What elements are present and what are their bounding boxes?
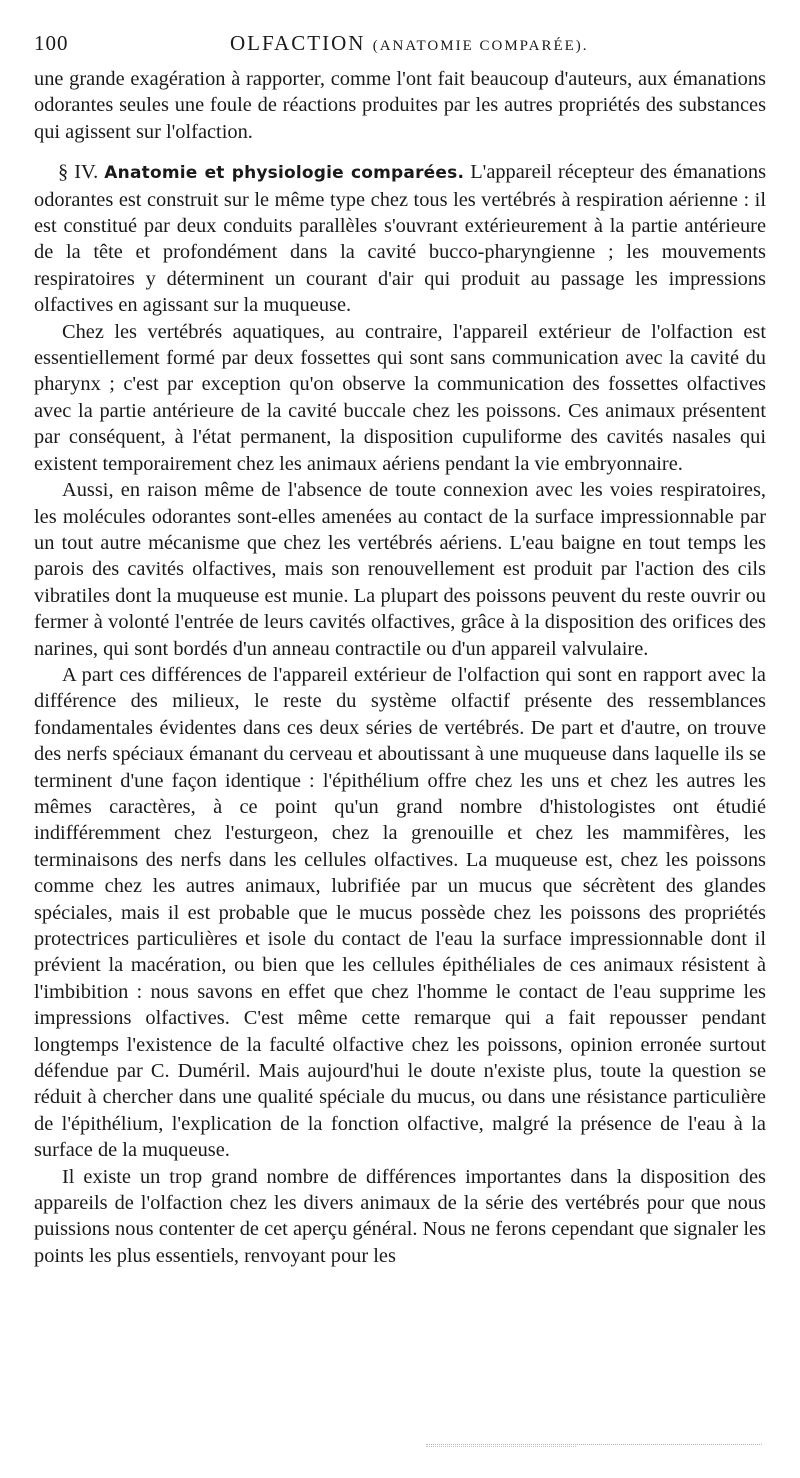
paragraph: A part ces différences de l'appareil extérieur de l'olfaction qui sont en rapport avec la différence des milieux, le reste du système olfactif présente des ressemblances fondamentales évidentes dans ces deux séries de vertébrés. De part et d'autre, on trouve des nerfs spéciaux émanant du cerveau et aboutissant à une muqueuse dans laquelle ils se terminent d'une façon identique : l'épithélium offre chez les uns et chez les autres les mêmes caractères, à ce point qu'un grand nombre d'histologistes ont étudié indifféremment chez l'esturgeon, chez la grenouille et chez les mammifères, les terminaisons des nerfs dans les cellules olfactives. La muqueuse est, chez les poissons comme chez les autres animaux, lubrifiée par un mucus que sécrètent des glandes spéciales, mais il est probable que le mucus possède chez les poissons des propriétés protectrices particulières et isole du contact de l'eau la surface impressionnable dont il prévient la macération, ou bien que les cellules épithéliales de ces animaux résistent à l'imbibition : nous savons en effet que chez l'homme le contact de l'eau supprime les impressions olfactives. C'est même cette remarque qui a fait repousser pendant longtemps l'existence de la faculté olfactive chez les poissons, opinion erronée surtout défendue par C. Duméril. Mais aujourd'hui le doute n'existe plus, toute la question se réduit à chercher dans une qualité spéciale du mucus, ou dans une résistance particulière de l'épithélium, l'explication de la fonction olfactive, malgré la présence de l'eau à la surface de la muqueuse. (34, 663, 766, 1162)
section-paragraph (34, 159, 766, 318)
page-number: 100 (34, 31, 69, 55)
running-title-sub: (ANATOMIE COMPARÉE). (372, 38, 589, 54)
paragraph: Chez les vertébrés aquatiques, au contraire, l'appareil extérieur de l'olfaction est essentiellement formé par deux fossettes qui sont sans communication avec la cavité du pharynx ; c'est par exception qu'on observe la communication des fossettes olfactives avec la partie antérieure de la cavité buccale chez les poissons. Ces animaux présentent par conséquent, à l'état permanent, la disposition cupuliforme des cavités nasales qui existent temporairement chez les animaux aériens pendant la vie embryonnaire. (34, 320, 766, 475)
section-title: Anatomie et physiologie comparées. (104, 163, 465, 184)
footer-dotted-rule (426, 1444, 762, 1445)
footer-dotted-rule-faint (426, 1446, 576, 1447)
running-title (230, 30, 589, 59)
paragraph: Aussi, en raison même de l'absence de toute connexion avec les voies respiratoires, les molécules odorantes sont-elles amenées au contact de la surface impressionnable par un tout autre mécanisme que chez les vertébrés aériens. L'eau baigne en tout temps les parois des cavités olfactives, mais son renouvellement est produit par l'action des cils vibratiles dont la muqueuse est munie. La plupart des poissons peuvent du reste ouvrir ou fermer à volonté l'entrée de leurs cavités olfactives, grâce à la disposition des orifices des narines, qui sont bordés d'un anneau contractile ou d'un appareil valvulaire. (34, 479, 766, 660)
body-text (34, 66, 766, 1269)
running-title-main: OLFACTION (230, 31, 366, 55)
section-marker: § IV. (58, 161, 99, 184)
paragraph: Il existe un trop grand nombre de différences importantes dans la disposition des appareils de l'olfaction chez les divers animaux de la série des vertébrés pour que nous puissions nous contenter de cet aperçu général. Nous ne ferons cependant que signaler les points les plus essentiels, renvoyant pour les (34, 1165, 766, 1267)
paragraph-continuation: une grande exagération à rapporter, comme l'ont fait beaucoup d'auteurs, aux émanations odorantes seules une foule de réactions produites par les autres propriétés des substances qui agissent sur l'olfaction. (34, 68, 766, 143)
section-text: L'appareil récepteur des émanations odorantes est construit sur le même type chez tous les vertébrés à respiration aérienne : il est constitué par deux conduits parallèles s'ouvrant extérieurement à la partie antérieure de la tête et profondément dans la cavité bucco-pharyngienne ; les mouvements respiratoires y déterminent un courant d'air qui produit au passage les impressions olfactives en agissant sur la muqueuse. (34, 161, 767, 317)
running-head (34, 30, 766, 56)
